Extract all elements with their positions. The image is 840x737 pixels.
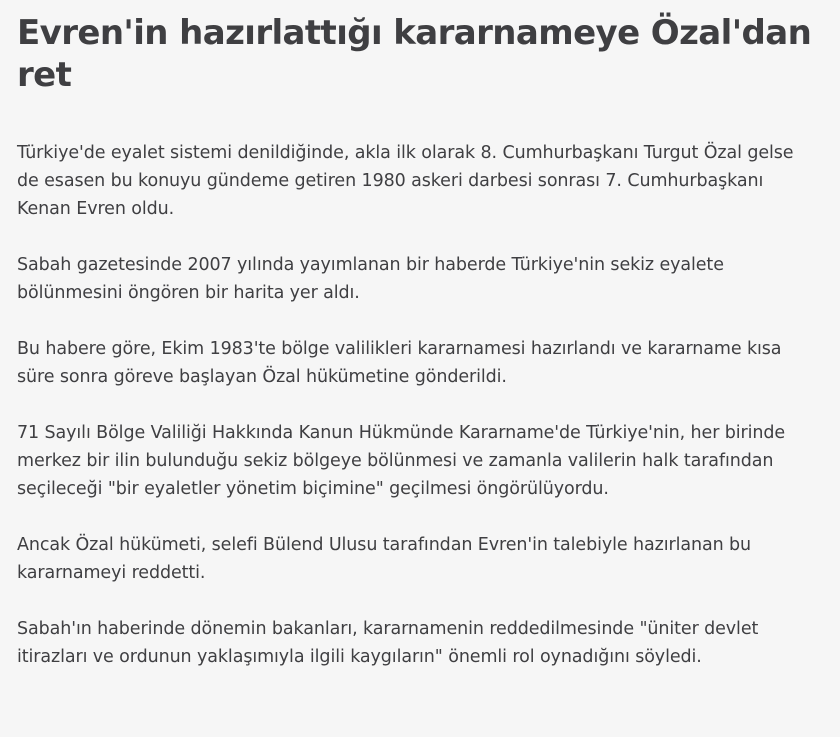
article-paragraph-1: Türkiye'de eyalet sistemi denildiğinde, akla ilk olarak 8. Cumhurbaşkanı Turgut Özal gelse de esasen bu konuyu gündeme getiren 1980 askeri darbesi sonrası 7. Cumhurbaşkanı Kenan Evren oldu. xyxy=(17,143,794,219)
article-paragraph-2: Sabah gazetesinde 2007 yılında yayımlanan bir haberde Türkiye'nin sekiz eyalete bölünmesini öngören bir harita yer aldı. xyxy=(17,255,724,303)
article-paragraph-6: Sabah'ın haberinde dönemin bakanları, kararnamenin reddedilmesinde "üniter devlet itirazları ve ordunun yaklaşımıyla ilgili kaygıların" önemli rol oynadığını söyledi. xyxy=(17,619,759,667)
article-paragraph-5: Ancak Özal hükümeti, selefi Bülend Ulusu tarafından Evren'in talebiyle hazırlanan bu kararnameyi reddetti. xyxy=(17,535,752,583)
article-headline: Evren'in hazırlattığı kararnameye Özal'dan ret xyxy=(17,13,812,95)
article-paragraph-4: 71 Sayılı Bölge Valiliği Hakkında Kanun Hükmünde Kararname'de Türkiye'nin, her birinde merkez bir ilin bulunduğu sekiz bölgeye bölünmesi ve zamanla valilerin halk tarafından seçileceği "bir eyaletler yönetim biçimine" geçilmesi öngörülüyordu. xyxy=(17,423,786,499)
article-paragraph-3: Bu habere göre, Ekim 1983'te bölge valilikleri kararnamesi hazırlandı ve kararname kısa süre sonra göreve başlayan Özal hükümetine gönderildi. xyxy=(17,339,782,387)
